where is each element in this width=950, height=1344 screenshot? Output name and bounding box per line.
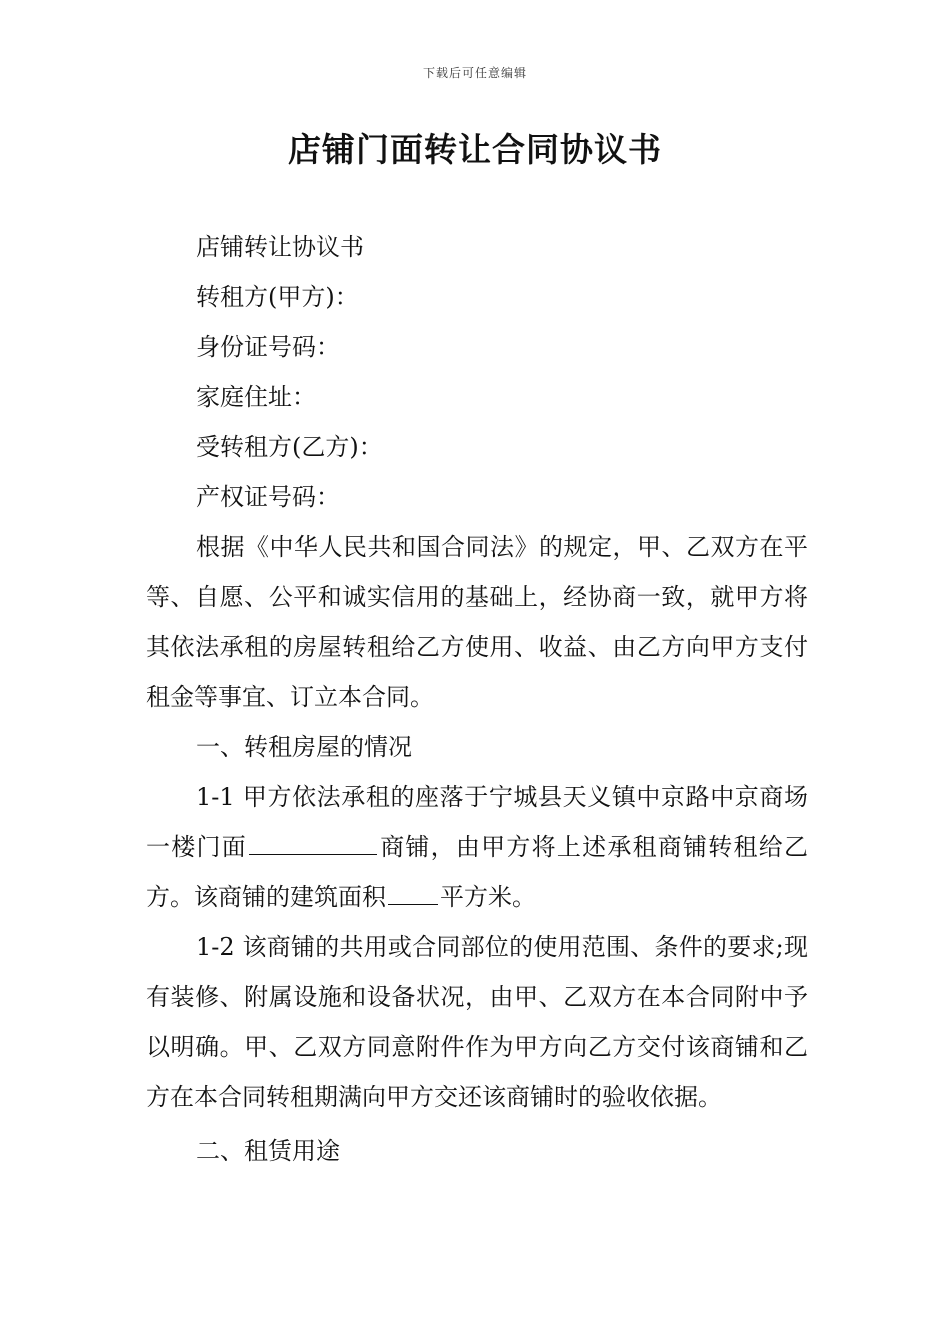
- party-b-line: 受转租方(乙方)：: [196, 433, 383, 461]
- blank-area-field: [388, 880, 438, 905]
- section-1-heading: 一、转租房屋的情况: [196, 733, 412, 761]
- preamble-paragraph: 根据《中华人民共和国合同法》的规定，甲、乙双方在平等、自愿、公平和诚实信用的基础上，经协商一致，就甲方将其依法承租的房屋转租给乙方使用、收益、由乙方向甲方支付租金等事宜、订立本合同。: [146, 533, 808, 711]
- property-cert-line: 产权证号码：: [196, 483, 340, 511]
- clause-1-2-paragraph: 1-2 该商铺的共用或合同部位的使用范围、条件的要求;现有装修、附属设施和设备状况，由甲、乙双方在本合同附中予以明确。甲、乙双方同意附件作为甲方向乙方交付该商铺和乙方在本合同转租期满向甲方交还该商铺时的验收依据。: [146, 933, 808, 1111]
- header-note: 下载后可任意编辑: [422, 66, 527, 80]
- clause-1-1-paragraph: [146, 772, 808, 922]
- section-2-heading: 二、租赁用途: [196, 1137, 340, 1165]
- clause-1-1-text-b: 商铺，由甲方将上述承租商铺转租给乙方。该商铺的建筑面积: [146, 833, 808, 911]
- blank-unit-field: [249, 830, 377, 855]
- clause-1-1-text-c: 平方米。: [440, 883, 536, 911]
- document-body: [146, 222, 808, 1176]
- subtitle-line: 店铺转让协议书: [196, 233, 364, 261]
- clause-1-1-text-a: 1-1 甲方依法承租的座落于宁城县天义镇中京路中京商场一楼门面: [146, 783, 808, 861]
- document-title: 店铺门面转让合同协议书: [288, 130, 662, 169]
- id-number-line: 身份证号码：: [196, 333, 340, 361]
- party-a-line: 转租方(甲方)：: [196, 283, 359, 311]
- home-address-line: 家庭住址：: [196, 383, 316, 411]
